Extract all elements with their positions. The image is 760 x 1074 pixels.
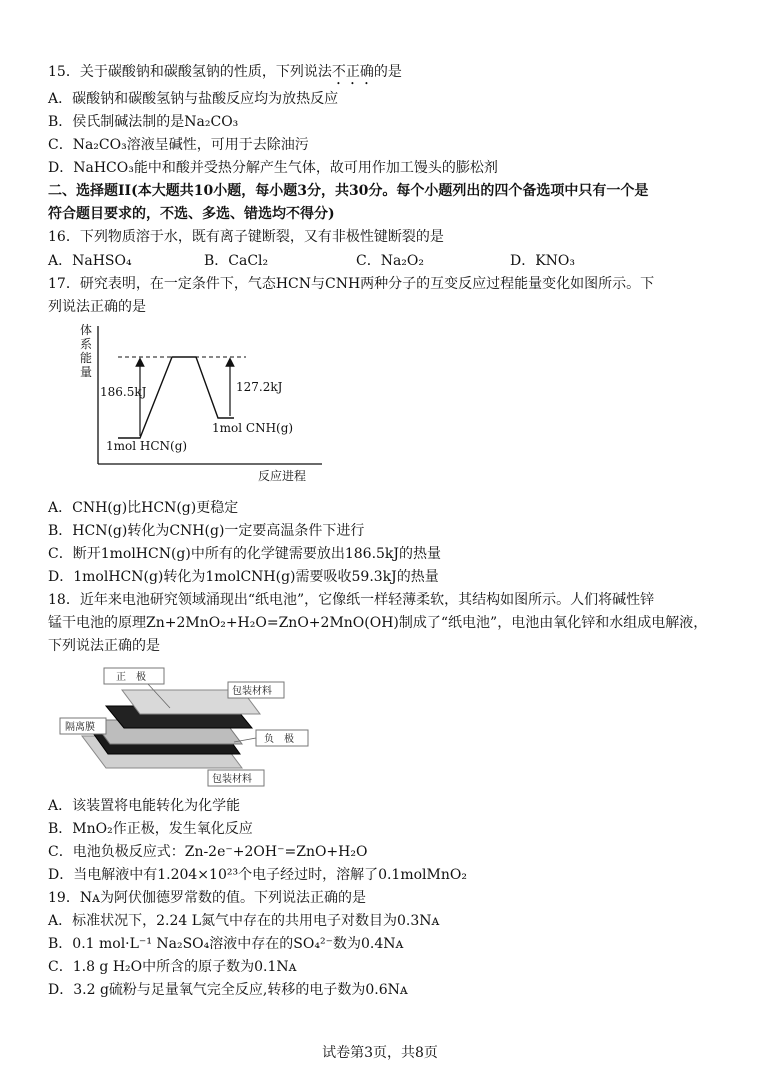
package-bottom-label: 包装材料 (212, 774, 252, 785)
q15-stem-post: 的是 (373, 64, 402, 80)
y-label-char-2: 系 (80, 337, 93, 351)
left-species-label: 1mol HCN(g) (106, 439, 188, 453)
q15-option-a: A．碳酸钠和碳酸氢钠与盐酸反应均为放热反应 (48, 91, 339, 107)
q18-paper-battery-diagram (60, 662, 320, 788)
q15-stem (48, 62, 402, 88)
y-label-char-4: 量 (80, 365, 93, 379)
q19-stem: 19．Nᴀ为阿伏伽德罗常数的值。下列说法正确的是 (48, 890, 366, 906)
q19-option-a: A．标准状况下，2.24 L氮气中存在的共用电子对数目为0.3Nᴀ (48, 913, 440, 929)
negative-label: 负 极 (264, 734, 294, 745)
q19-option-b: B．0.1 mol·L⁻¹ Na₂SO₄溶液中存在的SO₄²⁻数为0.4Nᴀ (48, 936, 404, 952)
q15-stem-pre: 15．关于碳酸钠和碳酸氢钠的性质，下列说法 (48, 64, 332, 80)
q15-option-d: D．NaHCO₃能中和酸并受热分解产生气体，故可用作加工馒头的膨松剂 (48, 160, 498, 176)
left-energy-label: 186.5kJ (100, 385, 147, 399)
y-label-char-1: 体 (80, 323, 93, 337)
positive-label: 正 极 (116, 672, 146, 683)
x-axis-label: 反应进程 (258, 469, 307, 483)
q16-option-a: A．NaHSO₄ (48, 253, 132, 269)
q15-option-c: C．Na₂CO₃溶液呈碱性，可用于去除油污 (48, 137, 309, 153)
package-top-label: 包装材料 (232, 686, 272, 697)
q18-option-c: C．电池负极反应式：Zn-2e⁻+2OH⁻=ZnO+H₂O (48, 844, 368, 860)
q17-option-c: C．断开1molHCN(g)中所有的化学键需要放出186.5kJ的热量 (48, 546, 442, 562)
section2-heading-line2: 符合题目要求的，不选、多选、错选均不得分) (48, 206, 335, 222)
q18-stem-line1: 18．近年来电池研究领域涌现出“纸电池”，它像纸一样轻薄柔软，其结构如图所示。人们将碱性锌 (48, 592, 655, 608)
q15-option-b: B．侯氏制碱法制的是Na₂CO₃ (48, 114, 239, 130)
right-species-label: 1mol CNH(g) (212, 421, 294, 435)
q18-stem-line2: 锰干电池的原理Zn+2MnO₂+H₂O=ZnO+2MnO(OH)制成了“纸电池”，电池由氧化锌和水组成电解液， (48, 615, 708, 631)
q19-option-c: C．1.8 g H₂O中所含的原子数为0.1Nᴀ (48, 959, 297, 975)
q17-stem-line2: 列说法正确的是 (48, 299, 146, 315)
q18-option-d: D．当电解液中有1.204×10²³个电子经过时，溶解了0.1molMnO₂ (48, 867, 467, 883)
separator-label: 隔离膜 (65, 722, 95, 733)
q19-option-d: D．3.2 g硫粉与足量氧气完全反应,转移的电子数为0.6Nᴀ (48, 982, 408, 998)
q16-option-c: C．Na₂O₂ (356, 253, 425, 269)
q16-stem: 16．下列物质溶于水，既有离子键断裂，又有非极性键断裂的是 (48, 229, 444, 245)
y-label-char-3: 能 (80, 351, 93, 365)
q15-stem-emphasis: 不正确 (331, 64, 374, 80)
q17-option-d: D．1molHCN(g)转化为1molCNH(g)需要吸收59.3kJ的热量 (48, 569, 439, 585)
q18-option-b: B．MnO₂作正极，发生氧化反应 (48, 821, 253, 837)
right-energy-label: 127.2kJ (236, 380, 283, 394)
q18-stem-line3: 下列说法正确的是 (48, 638, 160, 654)
q17-option-a: A．CNH(g)比HCN(g)更稳定 (48, 500, 239, 516)
q18-option-a: A．该装置将电能转化为化学能 (48, 798, 241, 814)
q16-option-b: B．CaCl₂ (204, 253, 269, 269)
page-footer: 试卷第3页，共8页 (322, 1045, 438, 1061)
section2-heading-line1: 二、选择题II(本大题共10小题，每小题3分，共30分。每个小题列出的四个备选项中只有一个是 (48, 183, 649, 199)
q16-option-d: D．KNO₃ (510, 253, 576, 269)
q17-option-b: B．HCN(g)转化为CNH(g)一定要高温条件下进行 (48, 523, 365, 539)
q17-stem-line1: 17．研究表明，在一定条件下，气态HCN与CNH两种分子的互变反应过程能量变化如图所示。下 (48, 276, 655, 292)
q17-energy-diagram (60, 320, 330, 490)
